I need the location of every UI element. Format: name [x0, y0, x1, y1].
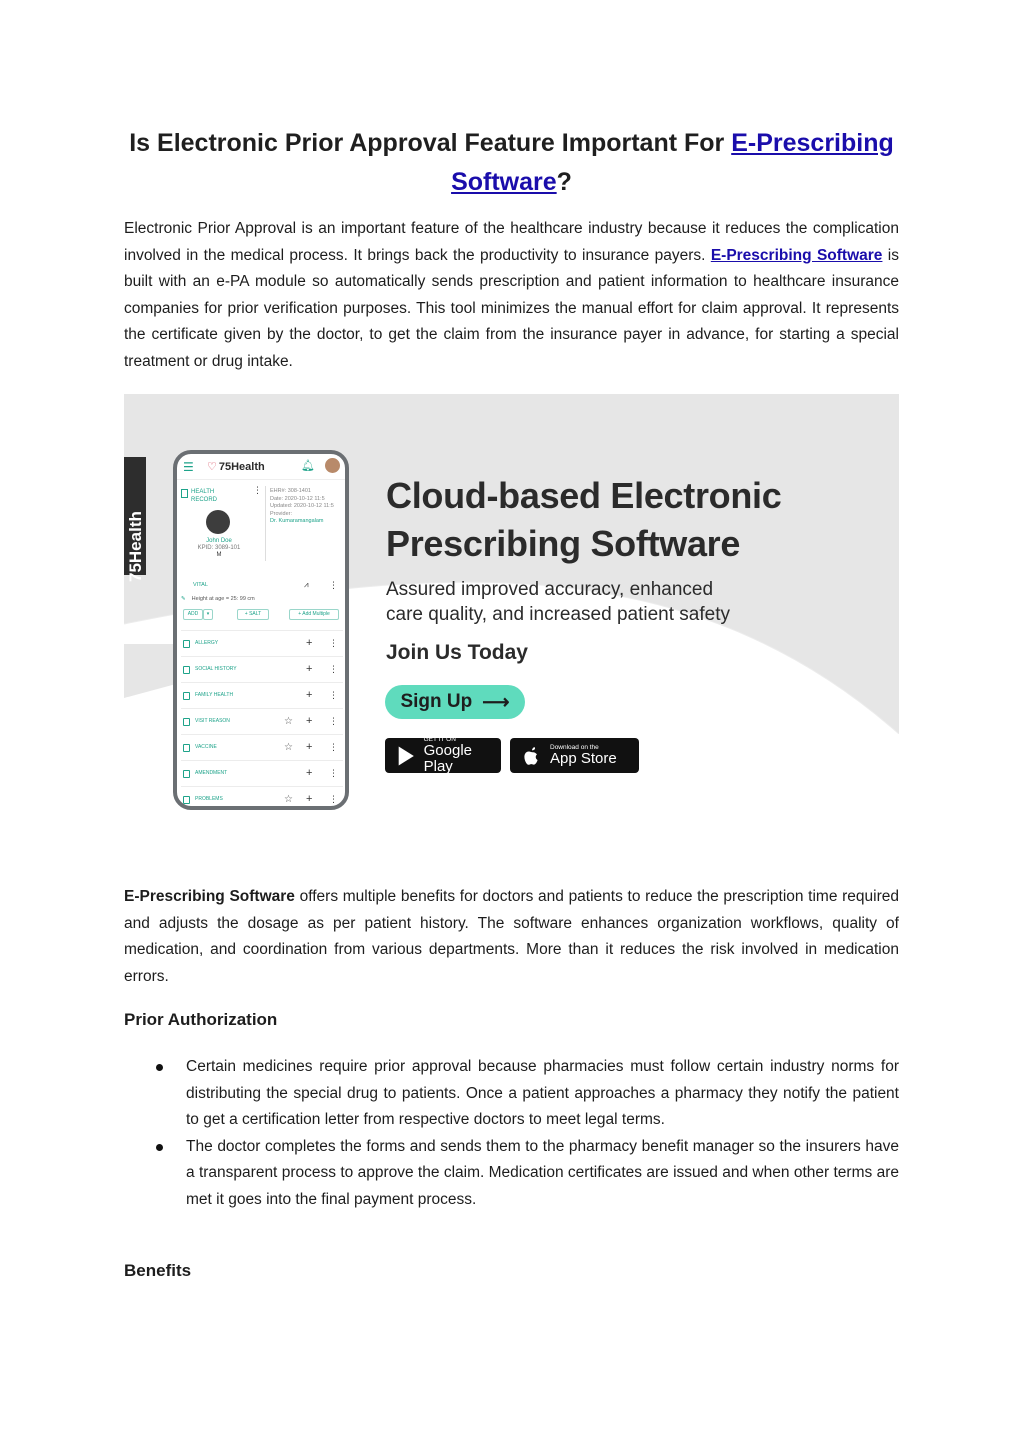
banner-subtitle-line1: Assured improved accuracy, enhanced [386, 579, 714, 600]
bell-icon[interactable]: 🔔︎ [301, 460, 315, 472]
amendment-icon [183, 770, 190, 778]
health-record-label: HEALTH RECORD [191, 489, 218, 503]
topbar-divider [177, 479, 345, 480]
list-item[interactable] [181, 734, 343, 760]
plus-icon[interactable]: + [306, 741, 313, 753]
phone-logo [207, 460, 265, 473]
more-icon[interactable]: ⋮ [329, 794, 338, 804]
google-play-icon [393, 743, 418, 769]
list-item-label: VISIT REASON [195, 718, 230, 724]
star-icon[interactable]: ☆ [284, 742, 293, 753]
list-item [124, 1134, 899, 1214]
title-suffix: ? [556, 168, 572, 196]
list-item[interactable] [181, 630, 343, 656]
meta-provider: Dr. Kumaramangalam [270, 518, 324, 524]
list-item [124, 1054, 899, 1134]
apple-icon [518, 743, 544, 769]
signup-label: Sign Up [400, 691, 473, 712]
prior-authorization-heading: Prior Authorization [124, 1010, 278, 1029]
patient-kpid: KPID: 3089-101 [197, 545, 241, 551]
plus-icon[interactable]: + [306, 715, 313, 727]
title-prefix: Is Electronic Prior Approval Feature Important For [129, 129, 732, 157]
vaccine-icon [183, 744, 190, 752]
more-icon[interactable]: ⋮ [329, 664, 338, 674]
page-title [124, 124, 899, 202]
side-brand-text: 75Health [126, 511, 145, 582]
list-item-label: PROBLEMS [195, 796, 223, 802]
more-icon[interactable]: ⋮ [329, 716, 338, 726]
record-sections-list [181, 630, 343, 810]
more-icon[interactable]: ⋮ [253, 485, 262, 495]
meta-ehr: EHR#: 308-1401 [270, 488, 311, 494]
vital-height: Height at age = 25: 99 cm [191, 596, 255, 602]
vital-buttons [181, 609, 341, 621]
vital-more-icon[interactable]: ⋮ [329, 580, 338, 590]
add-multiple-button[interactable]: + Add Multiple [289, 609, 339, 620]
more-icon[interactable]: ⋮ [329, 638, 338, 648]
intro-text-2: is built with an e-PA module so automatically sends prescription and patient information to healthcare insurance companies for prior verification purposes. This tool minimizes the manual effort for claim approval. It represents the certificate given by the doctor, to get the claim from the insurance payer in advance, for starting a special treatment or drug intake. [124, 246, 900, 370]
phone-mockup [173, 450, 349, 810]
patient-photo [206, 510, 230, 534]
app-store-small-text: Download on the [550, 744, 599, 751]
social-history-icon [183, 666, 190, 674]
list-item-label: SOCIAL HISTORY [195, 666, 237, 672]
record-icon [181, 489, 188, 498]
more-icon[interactable]: ⋮ [329, 742, 338, 752]
bullet-icon [156, 1064, 163, 1071]
list-item[interactable] [181, 682, 343, 708]
banner-headline-line2: Prescribing Software [386, 523, 741, 564]
list-item-label: FAMILY HEALTH [195, 692, 234, 698]
star-icon[interactable]: ☆ [284, 794, 293, 805]
plus-icon[interactable]: + [306, 793, 313, 805]
meta-updated: Updated: 2020-10-12 11:5 [270, 503, 334, 509]
list-item-label: ALLERGY [195, 640, 219, 646]
banner-headline [386, 472, 896, 568]
family-health-icon [183, 692, 190, 700]
record-divider [265, 486, 266, 561]
google-play-button[interactable] [385, 738, 501, 773]
intro-text-1: Electronic Prior Approval is an important feature of the healthcare industry because it reduces the complication involved in the medical process. It brings back the productivity to insurance payers. [124, 220, 899, 264]
arrow-right-icon: ⟶ [482, 691, 510, 713]
visit-reason-icon [183, 718, 190, 726]
problems-icon [183, 796, 190, 804]
edit-icon[interactable]: ✎ [181, 596, 186, 602]
patient-info [194, 538, 244, 559]
intro-paragraph [124, 216, 899, 375]
allergy-icon [183, 640, 190, 648]
benefits-paragraph-text: offers multiple benefits for doctors and patients to reduce the prescription time required and adjusts the dosage as per patient history. The software enhances organization workflows, quality of medication, and coordination from various departments. More than it reduces the risk involved in medication errors. [124, 888, 900, 985]
google-play-big-text: Google Play [423, 742, 472, 775]
list-item[interactable] [181, 708, 343, 734]
plus-icon[interactable]: + [306, 637, 313, 649]
banner-subtitle [386, 577, 846, 627]
benefits-paragraph [124, 884, 899, 990]
add-dropdown-icon[interactable]: ▾ [203, 609, 213, 620]
phone-topbar [177, 454, 345, 480]
plus-icon[interactable]: + [306, 689, 313, 701]
add-button[interactable]: ADD [183, 609, 203, 620]
avatar[interactable] [325, 458, 340, 473]
bullet-text: The doctor completes the forms and sends them to the pharmacy benefit manager so the insurers have a transparent process to approve the claim. Medication certificates are issued and when other terms are met it goes into the final payment process. [186, 1137, 899, 1208]
patient-gender: M [216, 552, 222, 558]
bullet-icon [156, 1144, 163, 1151]
side-brand-strip [124, 457, 146, 582]
benefits-heading: Benefits [124, 1261, 192, 1280]
promo-banner [124, 394, 899, 849]
list-item-label: AMENDMENT [195, 770, 228, 776]
salt-button[interactable]: + SALT [237, 609, 269, 620]
health-record-card [181, 482, 263, 572]
vital-label: VITAL [193, 582, 208, 588]
eprescribing-bold: E-Prescribing Software [124, 888, 295, 905]
meta-provider-label: Provider: [270, 510, 293, 517]
plus-icon[interactable]: + [306, 663, 313, 675]
google-play-small-text: GET IT ON [423, 736, 456, 743]
list-item[interactable] [181, 786, 343, 810]
list-item-label: VACCINE [195, 744, 217, 750]
heart-logo-icon: ♡ [207, 461, 217, 473]
meta-date: Date: 2020-10-12 11:5 [270, 495, 325, 502]
signup-button[interactable] [385, 685, 525, 719]
vital-header [181, 578, 341, 592]
banner-subtitle-line2: care quality, and increased patient safety [386, 604, 730, 625]
more-icon[interactable]: ⋮ [329, 768, 338, 778]
bullet-text: Certain medicines require prior approval because pharmacies must follow certain industry norms for distributing the special drug to patients. Once a patient approaches a pharmacy they notify the patient to get a certification letter from respective doctors to meet legal terms. [186, 1058, 899, 1128]
patient-name: John Doe [206, 538, 232, 544]
banner-cta-heading: Join Us Today [386, 641, 528, 664]
intro-eprescribing-link[interactable]: E-Prescribing Software [710, 246, 883, 264]
prior-authorization-list [124, 1054, 899, 1213]
plus-icon[interactable]: + [306, 767, 313, 779]
app-store-button[interactable] [510, 738, 639, 773]
chart-icon[interactable]: ⩘ [304, 580, 309, 589]
star-icon[interactable]: ☆ [284, 716, 293, 727]
menu-icon[interactable]: ☰ [183, 460, 194, 474]
vital-section [181, 578, 341, 606]
record-meta [270, 488, 348, 526]
list-item[interactable] [181, 760, 343, 786]
phone-logo-text: 75Health [218, 461, 265, 473]
list-item[interactable] [181, 656, 343, 682]
title-eprescribing-link[interactable]: E-Prescribing Software [451, 129, 894, 196]
vital-height-row [181, 592, 341, 606]
banner-headline-line1: Cloud-based Electronic [386, 475, 782, 516]
app-store-big-text: App Store [550, 750, 617, 767]
more-icon[interactable]: ⋮ [329, 690, 338, 700]
